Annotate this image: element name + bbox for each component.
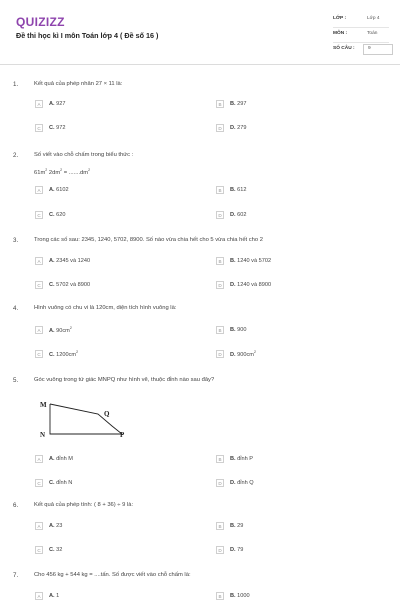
header-divider — [0, 64, 400, 65]
option-letter-box: B — [216, 257, 224, 265]
option-letter-box: A — [35, 257, 43, 265]
option-text: C. 5702 và 8900 — [49, 282, 91, 288]
question-number: 3. — [13, 237, 19, 244]
option-letter-box: C — [35, 281, 43, 289]
label-q: Q — [104, 410, 110, 418]
option-text: B. 297 — [230, 101, 247, 107]
option-text: D. 602 — [230, 212, 247, 218]
option-text: B. 1000 — [230, 593, 250, 599]
question-text: Kết quả của phép tính: ( 8 + 36) ÷ 9 là: — [34, 502, 134, 508]
answer-option-d[interactable] — [216, 546, 243, 554]
option-text: A. 1 — [49, 593, 60, 599]
question-number: 5. — [13, 377, 19, 384]
answer-option-d[interactable] — [216, 211, 247, 219]
option-letter-box: D — [216, 479, 224, 487]
option-text: D. 279 — [230, 125, 247, 131]
question-text: Số viết vào chỗ chấm trong biểu thức : — [34, 152, 134, 158]
count-label: SỐ CÂU : — [333, 46, 355, 51]
option-letter-box: D — [216, 124, 224, 132]
option-letter-box: A — [35, 326, 43, 334]
subject-label: MÔN : — [333, 31, 348, 36]
answer-option-a[interactable] — [35, 186, 69, 194]
answer-option-d[interactable] — [216, 350, 256, 358]
option-letter-box: C — [35, 350, 43, 358]
question-text: Hình vuông có chu vi là 120cm, diện tích hình vuông là: — [34, 305, 177, 311]
question-expression: $61m^2$ $2dm^2 = .......dm^2$ — [34, 168, 91, 176]
option-text: A. 2345 và 1240 — [49, 258, 91, 264]
label-m: M — [40, 401, 47, 409]
option-letter-box: A — [35, 186, 43, 194]
question-text: Cho 456 kg + 544 kg = ....tấn. Số được viết vào chỗ chấm là: — [34, 572, 191, 578]
answer-option-a[interactable] — [35, 455, 73, 463]
option-letter-box: C — [35, 546, 43, 554]
option-letter-box: D — [216, 281, 224, 289]
option-text: D. đỉnh Q — [230, 480, 254, 486]
option-text: C. đỉnh N — [49, 480, 73, 486]
question-number: 7. — [13, 572, 19, 579]
quadrilateral-figure — [38, 396, 138, 446]
option-text: A. $90cm^2$ — [49, 326, 72, 334]
question-text: Góc vuông trong tứ giác MNPQ như hình vẽ, thuộc đỉnh nào sau đây? — [34, 377, 215, 383]
option-text: B. đỉnh P — [230, 456, 254, 462]
answer-option-a[interactable] — [35, 522, 62, 530]
label-p: P — [120, 431, 125, 439]
option-text: A. 6102 — [49, 187, 69, 193]
answer-option-a[interactable] — [35, 257, 90, 265]
option-text: A. 23 — [49, 523, 63, 529]
option-text: B. 900 — [230, 327, 247, 333]
question-number: 1. — [13, 81, 19, 88]
quizizz-logo: QUIZIZZ — [16, 15, 65, 29]
option-text: B. 1240 và 5702 — [230, 258, 272, 264]
answer-option-b[interactable] — [216, 326, 247, 334]
option-text: B. 29 — [230, 523, 244, 529]
class-label: LỚP : — [333, 16, 347, 21]
option-letter-box: B — [216, 326, 224, 334]
option-letter-box: A — [35, 455, 43, 463]
count-value: 9 — [368, 46, 371, 51]
option-letter-box: D — [216, 546, 224, 554]
answer-option-b[interactable] — [216, 522, 243, 530]
answer-option-d[interactable] — [216, 281, 271, 289]
option-text: D. 1240 và 8900 — [230, 282, 272, 288]
question-text: Kết quả của phép nhân 27 × 11 là: — [34, 81, 123, 87]
option-letter-box: D — [216, 211, 224, 219]
option-letter-box: B — [216, 592, 224, 600]
answer-option-b[interactable] — [216, 592, 250, 600]
question-number: 6. — [13, 502, 19, 509]
answer-option-b[interactable] — [216, 100, 247, 108]
option-letter-box: B — [216, 100, 224, 108]
option-text: C. 972 — [49, 125, 66, 131]
option-letter-box: A — [35, 100, 43, 108]
option-text: D. $900cm^2$ — [230, 350, 256, 358]
question-number: 2. — [13, 152, 19, 159]
answer-option-a[interactable] — [35, 100, 66, 108]
option-text: C. $1200cm^2$ — [49, 350, 79, 358]
answer-option-c[interactable] — [35, 281, 90, 289]
option-letter-box: A — [35, 592, 43, 600]
label-n: N — [40, 431, 46, 439]
answer-option-c[interactable] — [35, 479, 72, 487]
question-number: 4. — [13, 305, 19, 312]
question-text: Trong các số sau: 2345, 1240, 5702, 8900. Số nào vừa chia hết cho 5 vừa chia hết cho 2 — [34, 237, 263, 243]
answer-option-c[interactable] — [35, 211, 66, 219]
answer-option-c[interactable] — [35, 350, 78, 358]
option-letter-box: C — [35, 211, 43, 219]
option-text: C. 620 — [49, 212, 66, 218]
answer-option-d[interactable] — [216, 479, 254, 487]
option-text: D. 79 — [230, 547, 244, 553]
option-letter-box: B — [216, 186, 224, 194]
answer-option-b[interactable] — [216, 186, 247, 194]
answer-option-a[interactable] — [35, 592, 59, 600]
answer-option-c[interactable] — [35, 124, 66, 132]
option-text: A. đỉnh M — [49, 456, 73, 462]
subject-value: Toán — [367, 31, 378, 36]
answer-option-c[interactable] — [35, 546, 62, 554]
option-letter-box: B — [216, 455, 224, 463]
option-letter-box: C — [35, 124, 43, 132]
option-letter-box: A — [35, 522, 43, 530]
answer-option-a[interactable] — [35, 326, 72, 334]
option-letter-box: B — [216, 522, 224, 530]
answer-option-b[interactable] — [216, 257, 271, 265]
option-text: C. 32 — [49, 547, 63, 553]
answer-option-b[interactable] — [216, 455, 253, 463]
option-letter-box: C — [35, 479, 43, 487]
answer-option-d[interactable] — [216, 124, 247, 132]
option-text: B. 612 — [230, 187, 247, 193]
document-title: Đề thi học kì I môn Toán lớp 4 ( Đề số 16 ) — [16, 31, 159, 40]
option-letter-box: D — [216, 350, 224, 358]
option-text: A. 927 — [49, 101, 66, 107]
class-value: Lớp 4 — [367, 16, 380, 21]
